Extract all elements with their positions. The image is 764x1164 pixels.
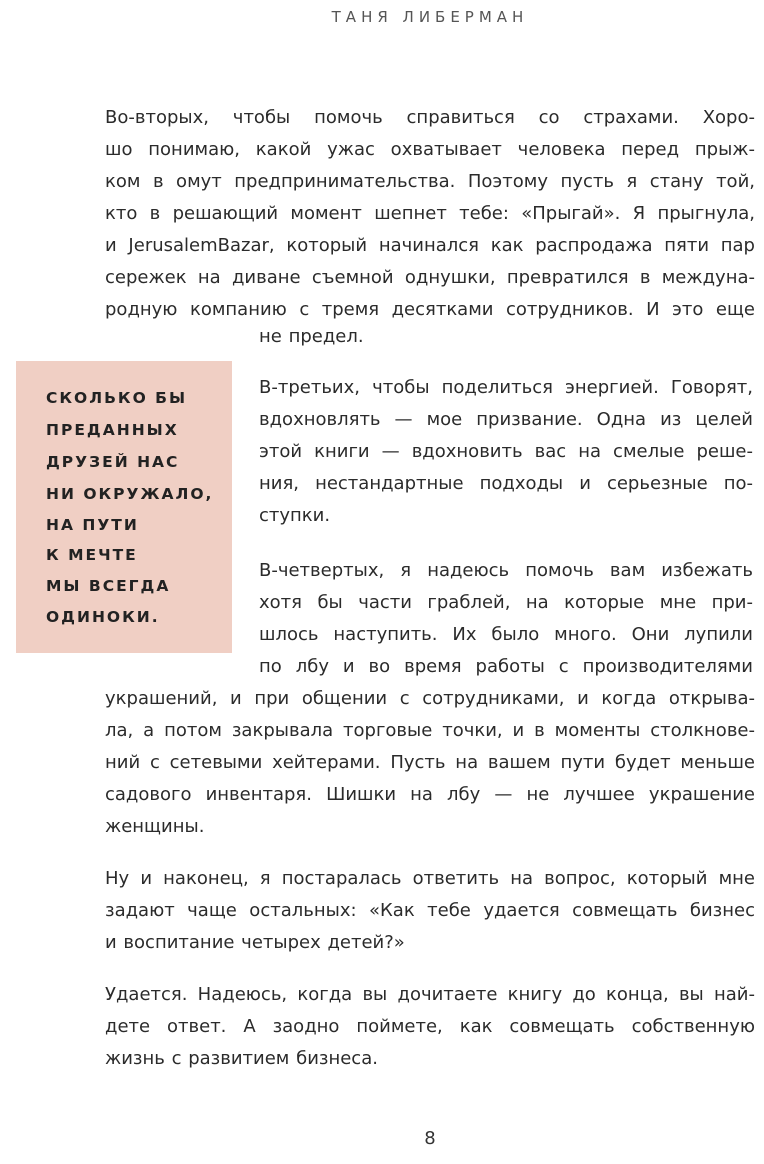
paragraph-line: ком в омут предпринимательства. Поэтому пусть я стану той,	[105, 171, 755, 192]
pull-quote-line: СКОЛЬКО БЫ	[46, 389, 188, 407]
page-number: 8	[424, 1128, 436, 1149]
paragraph-line: вдохновлять — мое призвание. Одна из целей	[259, 409, 753, 430]
paragraph-line: сережек на диване съемной однушки, превратился в междуна-	[105, 267, 755, 288]
pull-quote	[16, 361, 232, 653]
running-header: ТАНЯ ЛИБЕРМАН	[331, 8, 529, 26]
paragraph-line: родную компанию с тремя десятками сотрудников. И это еще	[105, 299, 755, 320]
paragraph-line: кто в решающий момент шепнет тебе: «Прыгай». Я прыгнула,	[105, 203, 755, 224]
paragraph-line: шо понимаю, какой ужас охватывает человека перед прыж-	[105, 139, 755, 160]
pull-quote-line: ОДИНОКИ.	[46, 608, 160, 626]
paragraph-line: Удается. Надеюсь, когда вы дочитаете книгу до конца, вы най-	[105, 984, 755, 1005]
paragraph-line: не предел.	[259, 326, 364, 347]
paragraph-line: садового инвентаря. Шишки на лбу — не лучшее украшение	[105, 784, 755, 805]
paragraph-line: Ну и наконец, я постаралась ответить на вопрос, который мне	[105, 868, 755, 889]
paragraph-line: этой книги — вдохновить вас на смелые реше-	[259, 441, 753, 462]
paragraph-line: и воспитание четырех детей?»	[105, 932, 405, 953]
paragraph-line: хотя бы части граблей, на которые мне при-	[259, 592, 753, 613]
paragraph-line: и JerusalemBazar, который начинался как распродажа пяти пар	[105, 235, 755, 256]
pull-quote-line: ДРУЗЕЙ НАС	[46, 453, 180, 471]
paragraph-line: ступки.	[259, 505, 331, 526]
paragraph-line: ния, нестандартные подходы и серьезные по-	[259, 473, 753, 494]
paragraph-line: ний с сетевыми хейтерами. Пусть на вашем пути будет меньше	[105, 752, 755, 773]
paragraph-line: по лбу и во время работы с производителями	[259, 656, 753, 677]
pull-quote-line: НИ ОКРУЖАЛО,	[46, 485, 214, 503]
pull-quote-line: К МЕЧТЕ	[46, 546, 138, 564]
paragraph-line: украшений, и при общении с сотрудниками, и когда открыва-	[105, 688, 755, 709]
pull-quote-line: НА ПУТИ	[46, 516, 139, 534]
pull-quote-line: МЫ ВСЕГДА	[46, 577, 171, 595]
paragraph-line: Во-вторых, чтобы помочь справиться со страхами. Хоро-	[105, 107, 755, 128]
paragraph-line: задают чаще остальных: «Как тебе удается совмещать бизнес	[105, 900, 755, 921]
paragraph-line: дете ответ. А заодно поймете, как совмещать собственную	[105, 1016, 755, 1037]
paragraph-line: В-четвертых, я надеюсь помочь вам избежать	[259, 560, 753, 581]
paragraph-line: жизнь с развитием бизнеса.	[105, 1048, 378, 1069]
paragraph-line: В-третьих, чтобы поделиться энергией. Говорят,	[259, 377, 753, 398]
paragraph-line: женщины.	[105, 816, 205, 837]
paragraph-line: ла, а потом закрывала торговые точки, и в моменты столкнове-	[105, 720, 755, 741]
pull-quote-line: ПРЕДАННЫХ	[46, 421, 179, 439]
paragraph-line: шлось наступить. Их было много. Они лупили	[259, 624, 753, 645]
